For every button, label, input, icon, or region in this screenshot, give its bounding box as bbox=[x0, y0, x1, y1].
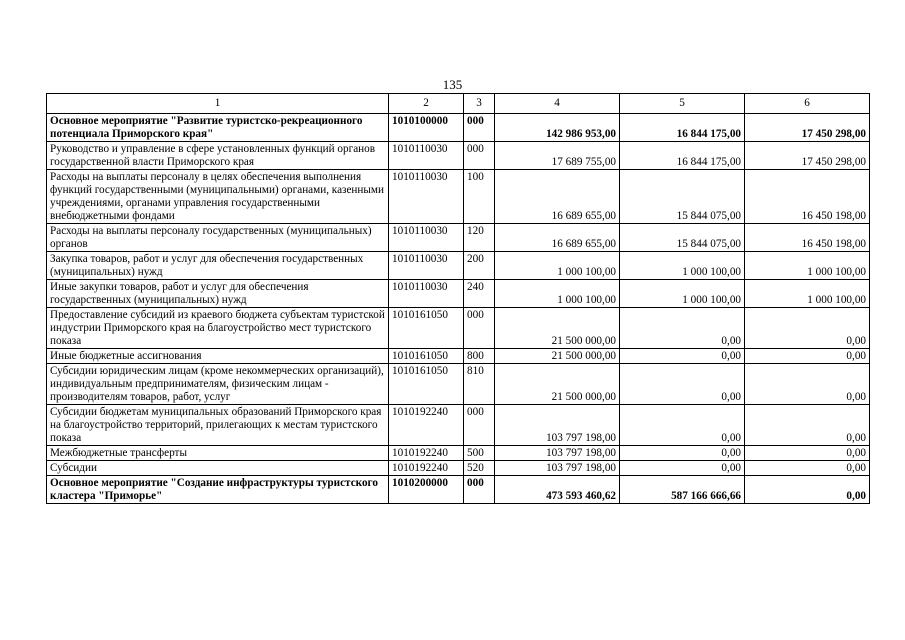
amount-year-3: 0,00 bbox=[745, 308, 870, 349]
target-article-code: 1010110030 bbox=[389, 280, 464, 308]
amount-year-2: 16 844 175,00 bbox=[620, 114, 745, 142]
expense-type-code: 240 bbox=[464, 280, 495, 308]
amount-year-3: 1 000 100,00 bbox=[745, 280, 870, 308]
expense-type-code: 500 bbox=[464, 446, 495, 461]
amount-year-1: 21 500 000,00 bbox=[495, 308, 620, 349]
table-row bbox=[47, 364, 870, 405]
amount-year-2: 0,00 bbox=[620, 446, 745, 461]
amount-year-2: 0,00 bbox=[620, 405, 745, 446]
row-name-cell: Руководство и управление в сфере установленных функций органов государственной власти Приморского края bbox=[47, 142, 389, 170]
column-number-2: 2 bbox=[389, 94, 464, 114]
target-article-code: 1010110030 bbox=[389, 142, 464, 170]
amount-year-2: 16 844 175,00 bbox=[620, 142, 745, 170]
amount-year-1: 1 000 100,00 bbox=[495, 280, 620, 308]
amount-year-3: 17 450 298,00 bbox=[745, 142, 870, 170]
row-name-cell: Межбюджетные трансферты bbox=[47, 446, 389, 461]
row-name-cell: Основное мероприятие "Развитие туристско-рекреационного потенциала Приморского края" bbox=[47, 114, 389, 142]
amount-year-1: 1 000 100,00 bbox=[495, 252, 620, 280]
expense-type-code: 810 bbox=[464, 364, 495, 405]
row-name-cell: Иные бюджетные ассигнования bbox=[47, 349, 389, 364]
amount-year-2: 1 000 100,00 bbox=[620, 280, 745, 308]
table-row bbox=[47, 170, 870, 224]
target-article-code: 1010100000 bbox=[389, 114, 464, 142]
table-row bbox=[47, 280, 870, 308]
amount-year-2: 0,00 bbox=[620, 364, 745, 405]
row-name-cell: Расходы на выплаты персоналу государственных (муниципальных) органов bbox=[47, 224, 389, 252]
table-row bbox=[47, 142, 870, 170]
amount-year-1: 16 689 655,00 bbox=[495, 170, 620, 224]
amount-year-3: 1 000 100,00 bbox=[745, 252, 870, 280]
target-article-code: 1010161050 bbox=[389, 364, 464, 405]
table-row bbox=[47, 252, 870, 280]
table-row bbox=[47, 461, 870, 476]
amount-year-2: 0,00 bbox=[620, 461, 745, 476]
column-number-4: 4 bbox=[495, 94, 620, 114]
row-name-cell: Субсидии бюджетам муниципальных образований Приморского края на благоустройство территорий, прилегающих к местам туристского показа bbox=[47, 405, 389, 446]
target-article-code: 1010110030 bbox=[389, 224, 464, 252]
row-name-cell: Предоставление субсидий из краевого бюджета субъектам туристской индустрии Приморского края на благоустройство мест туристского показа bbox=[47, 308, 389, 349]
column-number-1: 1 bbox=[47, 94, 389, 114]
expense-type-code: 100 bbox=[464, 170, 495, 224]
target-article-code: 1010161050 bbox=[389, 349, 464, 364]
table-row bbox=[47, 349, 870, 364]
expense-type-code: 000 bbox=[464, 308, 495, 349]
amount-year-2: 587 166 666,66 bbox=[620, 476, 745, 504]
target-article-code: 1010192240 bbox=[389, 446, 464, 461]
amount-year-1: 21 500 000,00 bbox=[495, 364, 620, 405]
expense-type-code: 200 bbox=[464, 252, 495, 280]
expense-type-code: 000 bbox=[464, 114, 495, 142]
amount-year-3: 16 450 198,00 bbox=[745, 224, 870, 252]
table-row bbox=[47, 308, 870, 349]
amount-year-3: 0,00 bbox=[745, 405, 870, 446]
amount-year-3: 0,00 bbox=[745, 364, 870, 405]
amount-year-1: 21 500 000,00 bbox=[495, 349, 620, 364]
target-article-code: 1010192240 bbox=[389, 461, 464, 476]
expense-type-code: 000 bbox=[464, 142, 495, 170]
target-article-code: 1010192240 bbox=[389, 405, 464, 446]
amount-year-1: 142 986 953,00 bbox=[495, 114, 620, 142]
row-name-cell: Субсидии юридическим лицам (кроме некоммерческих организаций), индивидуальным предпринимателям, физическим лицам - производителям товаров, работ, услуг bbox=[47, 364, 389, 405]
target-article-code: 1010161050 bbox=[389, 308, 464, 349]
amount-year-3: 0,00 bbox=[745, 476, 870, 504]
amount-year-3: 17 450 298,00 bbox=[745, 114, 870, 142]
row-name-cell: Основное мероприятие "Создание инфраструктуры туристского кластера "Приморье" bbox=[47, 476, 389, 504]
expense-type-code: 800 bbox=[464, 349, 495, 364]
budget-table bbox=[46, 93, 870, 504]
amount-year-1: 16 689 655,00 bbox=[495, 224, 620, 252]
table-row bbox=[47, 476, 870, 504]
amount-year-3: 0,00 bbox=[745, 446, 870, 461]
target-article-code: 1010200000 bbox=[389, 476, 464, 504]
amount-year-1: 17 689 755,00 bbox=[495, 142, 620, 170]
expense-type-code: 520 bbox=[464, 461, 495, 476]
target-article-code: 1010110030 bbox=[389, 170, 464, 224]
row-name-cell: Иные закупки товаров, работ и услуг для обеспечения государственных (муниципальных) нужд bbox=[47, 280, 389, 308]
table-row bbox=[47, 405, 870, 446]
amount-year-2: 15 844 075,00 bbox=[620, 170, 745, 224]
amount-year-2: 1 000 100,00 bbox=[620, 252, 745, 280]
expense-type-code: 000 bbox=[464, 405, 495, 446]
expense-type-code: 000 bbox=[464, 476, 495, 504]
amount-year-2: 0,00 bbox=[620, 349, 745, 364]
table-row bbox=[47, 224, 870, 252]
page-number: 135 bbox=[442, 77, 463, 92]
column-number-6: 6 bbox=[745, 94, 870, 114]
amount-year-3: 0,00 bbox=[745, 461, 870, 476]
column-number-3: 3 bbox=[464, 94, 495, 114]
amount-year-1: 103 797 198,00 bbox=[495, 446, 620, 461]
amount-year-3: 0,00 bbox=[745, 349, 870, 364]
amount-year-3: 16 450 198,00 bbox=[745, 170, 870, 224]
row-name-cell: Закупка товаров, работ и услуг для обеспечения государственных (муниципальных) нужд bbox=[47, 252, 389, 280]
target-article-code: 1010110030 bbox=[389, 252, 464, 280]
amount-year-1: 103 797 198,00 bbox=[495, 461, 620, 476]
budget-table-body bbox=[47, 94, 870, 504]
row-name-cell: Субсидии bbox=[47, 461, 389, 476]
table-row bbox=[47, 446, 870, 461]
amount-year-2: 0,00 bbox=[620, 308, 745, 349]
table-row bbox=[47, 114, 870, 142]
amount-year-1: 473 593 460,62 bbox=[495, 476, 620, 504]
amount-year-1: 103 797 198,00 bbox=[495, 405, 620, 446]
column-number-5: 5 bbox=[620, 94, 745, 114]
row-name-cell: Расходы на выплаты персоналу в целях обеспечения выполнения функций государственными (муниципальными) органами, казенными учреждениями, органами управления государственными внебюджетными фондами bbox=[47, 170, 389, 224]
expense-type-code: 120 bbox=[464, 224, 495, 252]
amount-year-2: 15 844 075,00 bbox=[620, 224, 745, 252]
column-number-row bbox=[47, 94, 870, 114]
